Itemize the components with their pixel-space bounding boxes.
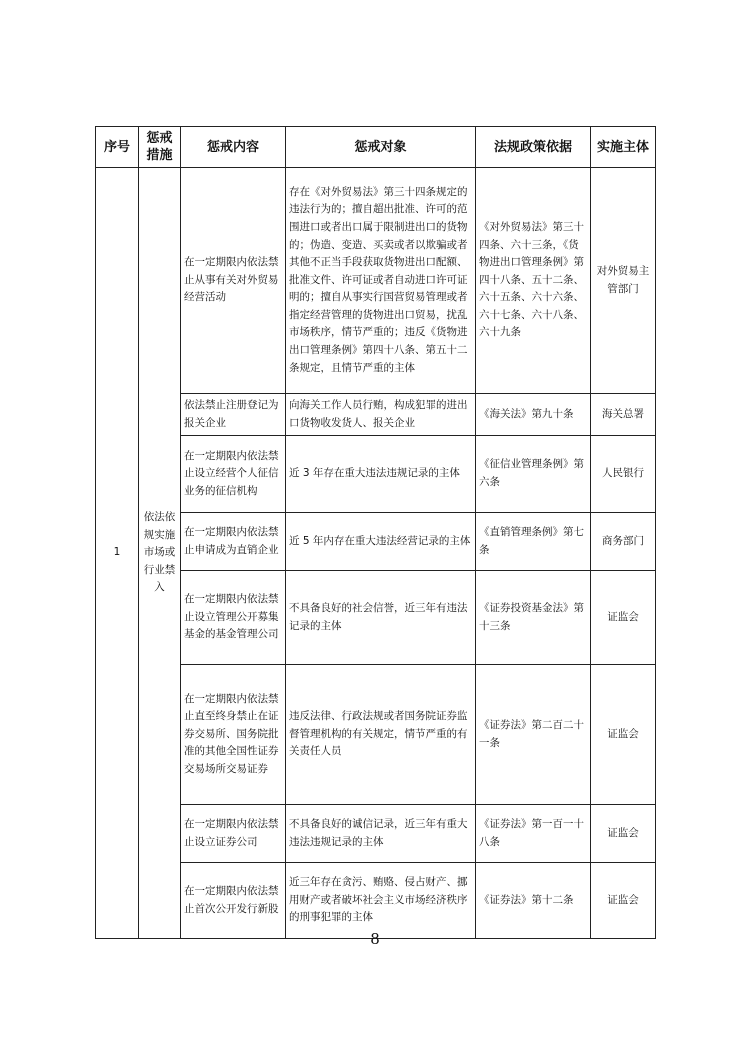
- content-cell: 依法禁止注册登记为报关企业: [181, 394, 286, 436]
- table-header-row: [96, 127, 656, 168]
- table-row: [96, 168, 656, 394]
- basis-cell: 《证券投资基金法》第十三条: [476, 571, 591, 665]
- content-cell: 在一定期限内依法禁止设立管理公开募集基金的基金管理公司: [181, 571, 286, 665]
- header-target: 惩戒对象: [286, 127, 476, 168]
- agency-cell: 证监会: [591, 863, 656, 939]
- basis-cell: 《直销管理条例》第七条: [476, 513, 591, 571]
- basis-cell: 《对外贸易法》第三十四条、六十三条，《货物进出口管理条例》第四十八条、五十二条、六十五条、六十六条、六十七条、六十八条、六十九条: [476, 168, 591, 394]
- header-agency: 实施主体: [591, 127, 656, 168]
- target-cell: 近 5 年内存在重大违法经营记录的主体: [286, 513, 476, 571]
- content-cell: 在一定期限内依法禁止首次公开发行新股: [181, 863, 286, 939]
- agency-cell: 人民银行: [591, 436, 656, 513]
- agency-cell: 商务部门: [591, 513, 656, 571]
- target-cell: 违反法律、行政法规或者国务院证券监督管理机构的有关规定，情节严重的有关责任人员: [286, 665, 476, 805]
- agency-cell: 证监会: [591, 805, 656, 863]
- basis-cell: 《证券法》第十二条: [476, 863, 591, 939]
- agency-cell: 证监会: [591, 665, 656, 805]
- header-seq: 序号: [96, 127, 139, 168]
- seq-cell: 1: [96, 168, 139, 939]
- agency-cell: 对外贸易主管部门: [591, 168, 656, 394]
- content-cell: 在一定期限内依法禁止直至终身禁止在证券交易所、国务院批准的其他全国性证券交易场所交易证券: [181, 665, 286, 805]
- target-cell: 近三年存在贪污、贿赂、侵占财产、挪用财产或者破坏社会主义市场经济秩序的刑事犯罪的主体: [286, 863, 476, 939]
- target-cell: 向海关工作人员行贿，构成犯罪的进出口货物收发货人、报关企业: [286, 394, 476, 436]
- content-cell: 在一定期限内依法禁止设立经营个人征信业务的征信机构: [181, 436, 286, 513]
- agency-cell: 证监会: [591, 571, 656, 665]
- target-cell: 不具备良好的社会信誉，近三年有违法记录的主体: [286, 571, 476, 665]
- content-cell: 在一定期限内依法禁止设立证券公司: [181, 805, 286, 863]
- agency-cell: 海关总署: [591, 394, 656, 436]
- basis-cell: 《征信业管理条例》第六条: [476, 436, 591, 513]
- target-cell: 不具备良好的诚信记录，近三年有重大违法违规记录的主体: [286, 805, 476, 863]
- page-number: 8: [370, 930, 380, 948]
- measure-cell: 依法依规实施市场或行业禁入: [139, 168, 181, 939]
- header-measure: 惩戒措施: [139, 127, 181, 168]
- content-cell: 在一定期限内依法禁止从事有关对外贸易经营活动: [181, 168, 286, 394]
- basis-cell: 《海关法》第九十条: [476, 394, 591, 436]
- target-cell: 存在《对外贸易法》第三十四条规定的违法行为的；擅自超出批准、许可的范围进口或者出口属于限制进出口的货物的；伪造、变造、买卖或者以欺骗或者其他不正当手段获取货物进出口配额、批准文件、许可证或者自动进口许可证明的；擅自从事实行国营贸易管理或者指定经营管理的货物进出口贸易，扰乱市场秩序，情节严重的；违反《货物进出口管理条例》第四十八条、第五十二条规定，且情节严重的主体: [286, 168, 476, 394]
- header-content: 惩戒内容: [181, 127, 286, 168]
- header-basis: 法规政策依据: [476, 127, 591, 168]
- target-cell: 近 3 年存在重大违法违规记录的主体: [286, 436, 476, 513]
- content-cell: 在一定期限内依法禁止申请成为直销企业: [181, 513, 286, 571]
- basis-cell: 《证券法》第二百二十一条: [476, 665, 591, 805]
- basis-cell: 《证券法》第一百一十八条: [476, 805, 591, 863]
- sanctions-table: [95, 126, 656, 939]
